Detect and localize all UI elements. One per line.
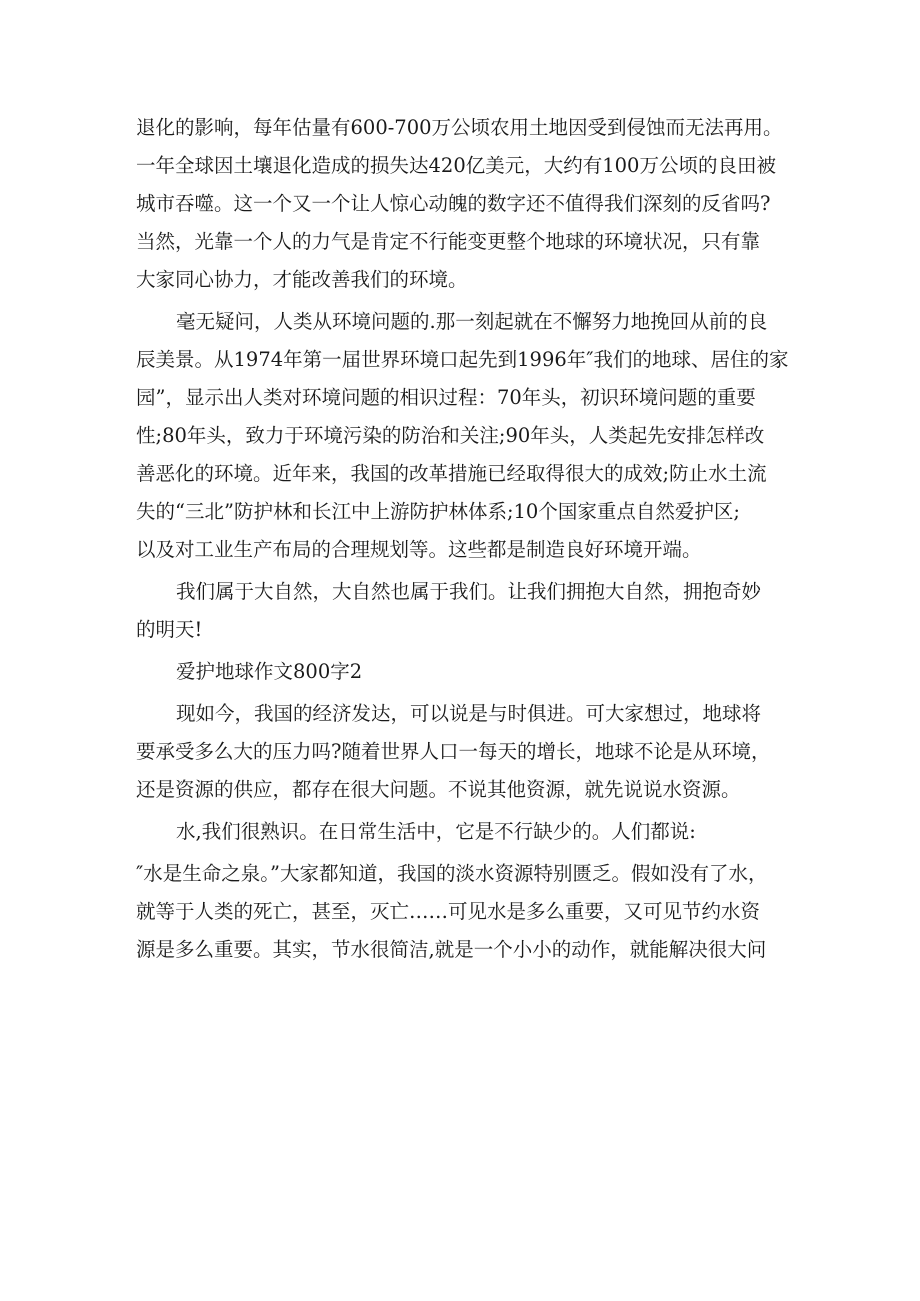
text-line: 辰美景。从1974年第一届世界环境口起先到1996年″我们的地球、居住的家 xyxy=(136,348,789,371)
text-line: 善恶化的环境。近年来，我国的改革措施已经取得很大的成效;防止水土流 xyxy=(136,462,767,485)
text-line: 要承受多么大的压力吗?随着世界人口一每天的增长，地球不论是从环境， xyxy=(136,740,771,763)
text-line: 城市吞噬。这一个又一个让人惊心动魄的数字还不值得我们深刻的反省吗? xyxy=(136,192,771,215)
paragraph-2 xyxy=(136,307,796,565)
text-line: 当然，光靠一个人的力气是肯定不行能变更整个地球的环境状况，只有靠 xyxy=(136,230,761,253)
text-line: 源是多么重要。其实，节水很简洁,就是一个小小的动作，就能解决很大问 xyxy=(136,938,767,961)
paragraph-3 xyxy=(136,577,796,645)
text-line: 一年全球因土壤退化造成的损失达420亿美元，大约有100万公顷的良田被 xyxy=(136,154,776,177)
text-line: ″水是生命之泉。”大家都知道，我国的淡水资源特别匮乏。假如没有了水， xyxy=(136,862,768,885)
text-line: 大家同心协力，才能改善我们的环境。 xyxy=(136,268,468,291)
section-heading: 爱护地球作文800字2 xyxy=(176,660,363,683)
paragraph-1 xyxy=(136,113,796,295)
text-line: 我们属于大自然，大自然也属于我们。让我们拥抱大自然，拥抱奇妙 xyxy=(176,580,762,603)
text-line: 水,我们很熟识。在日常生活中，它是不行缺少的。人们都说: xyxy=(176,820,696,843)
text-line: 就等于人类的死亡，甚至，灭亡……可见水是多么重要，又可见节约水资 xyxy=(136,900,761,923)
paragraph-4 xyxy=(136,699,796,805)
text-line: 的明天! xyxy=(136,618,203,641)
text-line: 退化的影响，每年估量有600-700万公顷农用土地因受到侵蚀而无法再用。 xyxy=(136,116,783,139)
paragraph-5 xyxy=(136,817,796,965)
text-line: 园”，显示出人类对环境问题的相识过程：70年头，初识环境问题的重要 xyxy=(136,386,756,409)
text-line: 性;80年头，致力于环境污染的防治和关注;90年头，人类起先安排怎样改 xyxy=(136,424,765,447)
text-line: 毫无疑问，人类从环境问题的.那一刻起就在不懈努力地挽回从前的良 xyxy=(176,310,768,333)
text-line: 以及对工业生产布局的合理规划等。这些都是制造良好环境开端。 xyxy=(136,538,702,561)
text-line: 现如今，我国的经济发达，可以说是与时俱进。可大家想过，地球将 xyxy=(176,702,762,725)
document-body xyxy=(136,113,796,965)
text-line: 还是资源的供应，都存在很大问题。不说其他资源，就先说说水资源。 xyxy=(136,778,741,801)
text-line: 失的“三北”防护林和长江中上游防护林体系;10个国家重点自然爱护区; xyxy=(136,500,740,523)
